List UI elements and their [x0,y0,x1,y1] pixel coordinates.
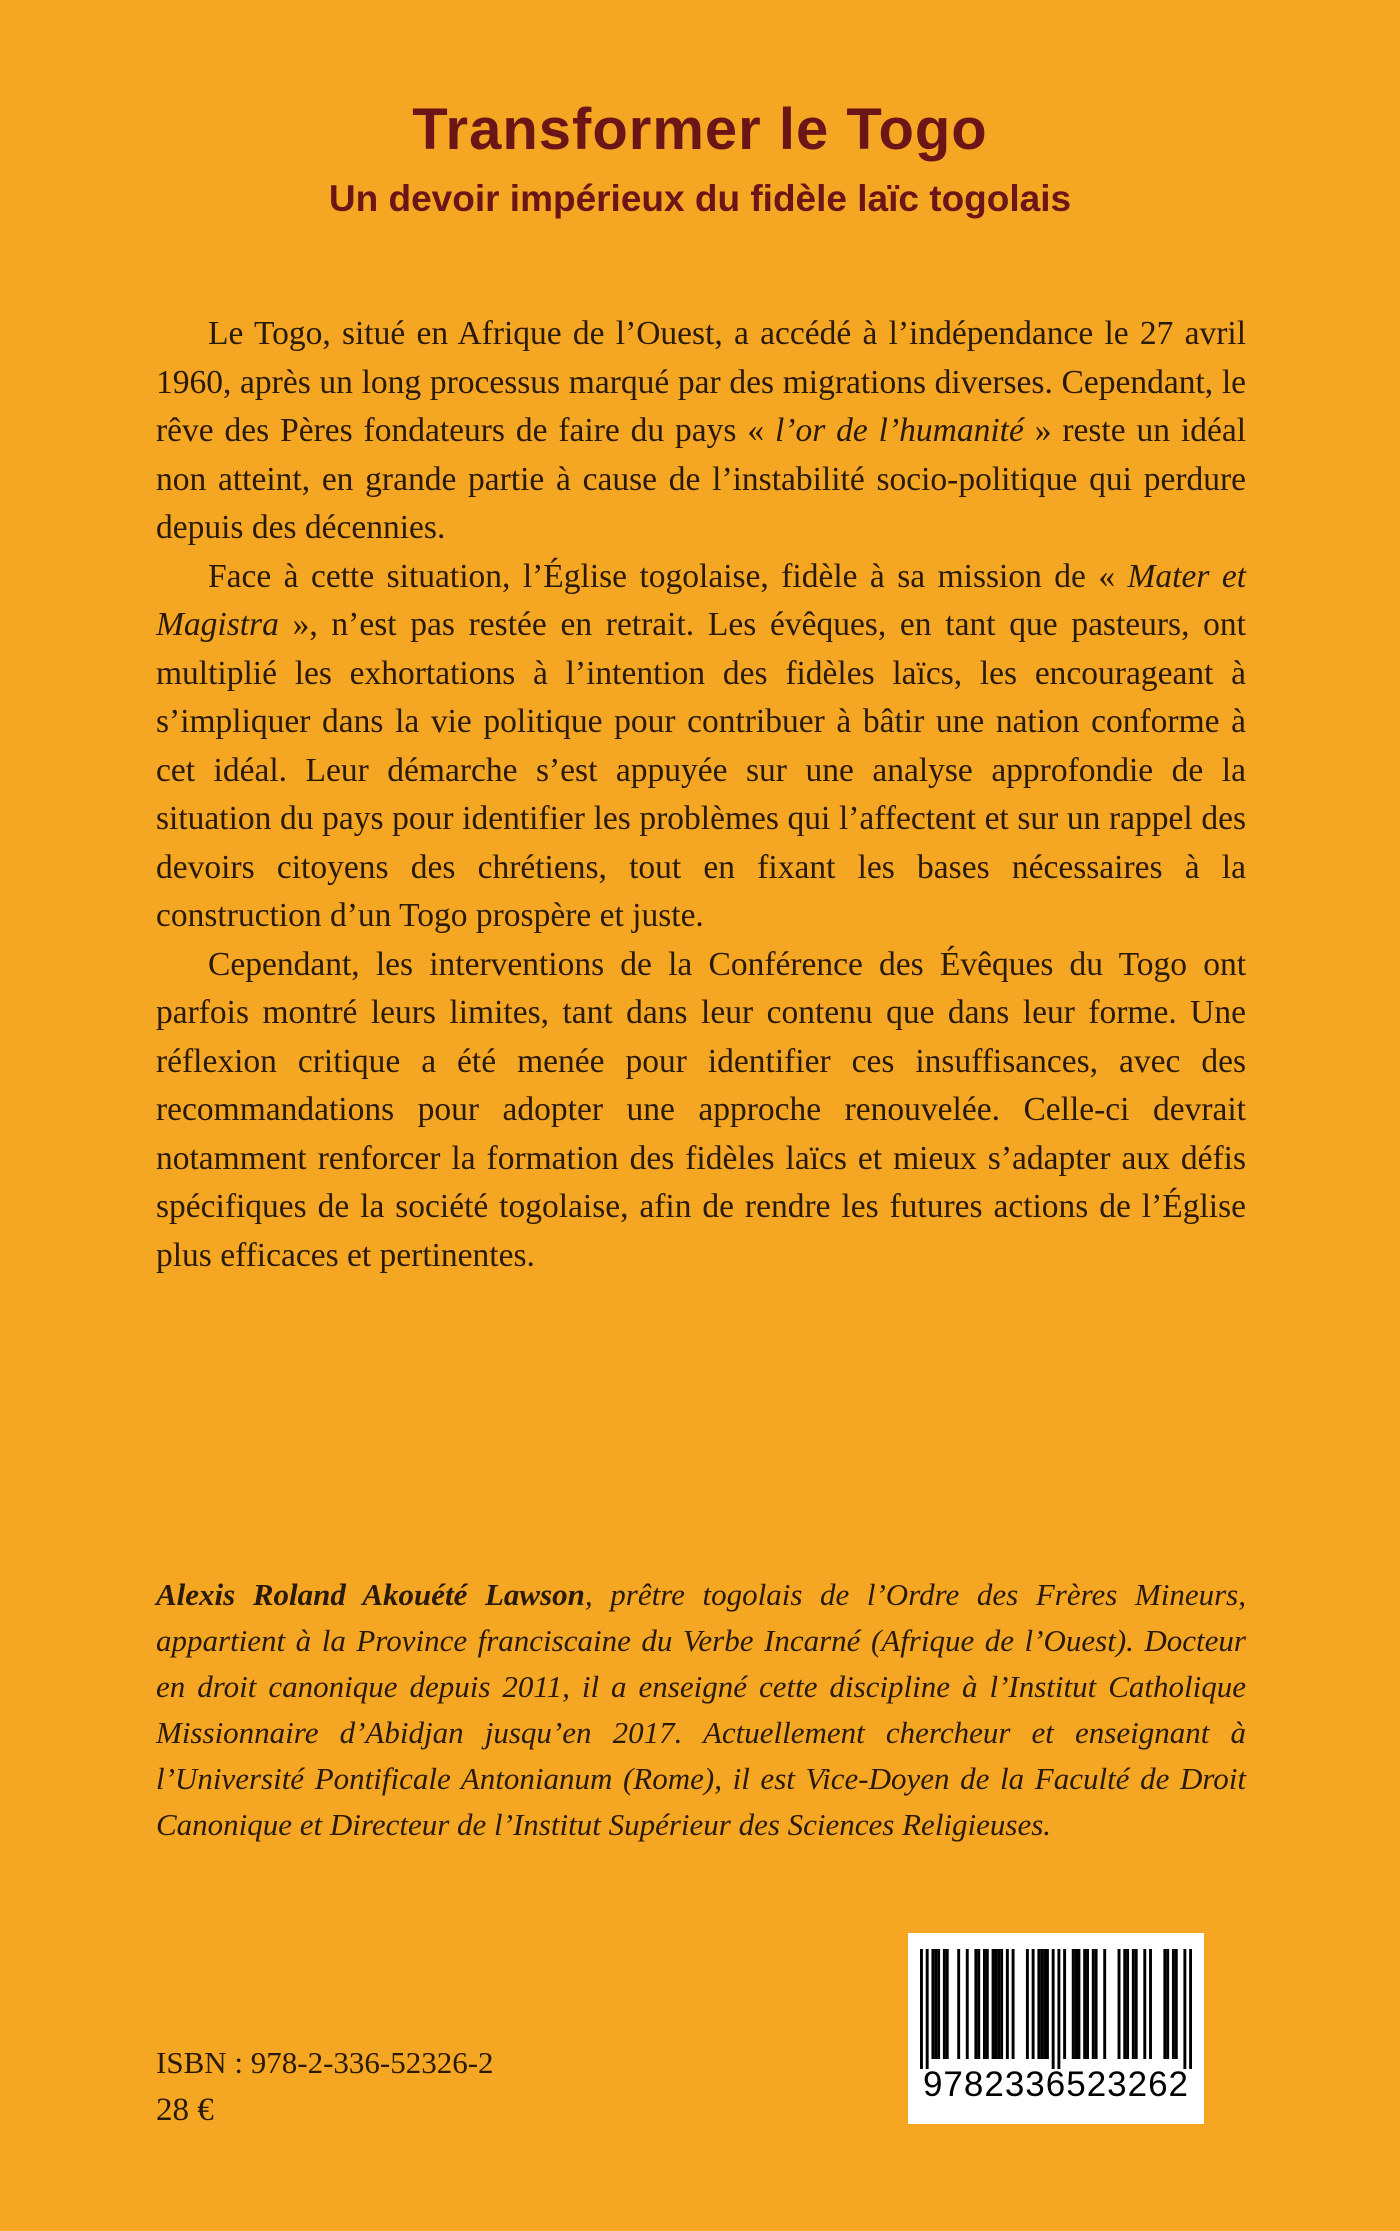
barcode-bars [920,1949,1192,2069]
barcode-number: 9782336523262 [922,2065,1190,2104]
barcode-bar [937,1949,940,2059]
barcode-bar [994,1949,997,2059]
barcode-bar [946,1949,949,2059]
barcode-bar [1063,1949,1066,2059]
barcode-bar [920,1949,923,2069]
blurb-paragraph-2: Face à cette situation, l’Église togolaise, fidèle à sa mission de « Mater et Magistra », n’est pas restée en retrait. Les évêques, en tant que pasteurs, ont multiplié les exhortations à l’intention des fidèles laïcs, les encourageant à s’impliquer dans la vie politique pour contribuer à bâtir une nation conforme à cet idéal. Leur démarche s’est appuyée sur une analyse approfondie de la situation du pays pour identifier les problèmes qui l’affectent et sur un rappel des devoirs citoyens des chrétiens, tout en fixant les bases nécessaires à la construction d’un Togo prospère et juste. [156,557,1246,934]
barcode-bar [934,1949,937,2059]
barcode-bar [1037,1949,1040,2059]
barcode [908,1933,1204,2124]
barcode-bar [926,1949,929,2069]
barcode-bar [1132,1949,1135,2059]
barcode-bar [1126,1949,1129,2059]
isbn: ISBN : 978-2-336-52326-2 [156,2045,494,2080]
barcode-bar [974,1949,977,2059]
barcode-bar [983,1949,986,2059]
barcode-bar [1012,1949,1015,2059]
barcode-bar [1077,1949,1080,2059]
barcode-bar [1163,1949,1166,2059]
blurb [156,310,1246,1280]
barcode-bar [1149,1949,1152,2059]
barcode-bar [931,1949,934,2059]
title-block [0,95,1400,225]
barcode-bar [1135,1949,1138,2059]
barcode-bar [1183,1949,1186,2069]
barcode-bar [1072,1949,1075,2059]
barcode-bar [1103,1949,1106,2059]
barcode-bar [1092,1949,1095,2059]
barcode-bar [1095,1949,1098,2059]
barcode-bar [986,1949,989,2059]
barcode-bar [1083,1949,1086,2059]
author-bio-text: , prêtre togolais de l’Ordre des Frères Mineurs, appartient à la Province franciscaine du Verbe Incarné (Afrique de l’Ouest). Docteur en droit canonique depuis 2011, il a enseigné cette discipline à l’Institut Catholique Missionnaire d’Abidjan jusqu’en 2017. Actuellement chercheur et enseignant à l’Université Pontificale Antonianum (Rome), il est Vice-Doyen de la Faculté de Droit Canonique et Directeur de l’Institut Supérieur des Sciences Religieuses. [156,1577,1246,1842]
barcode-bar [977,1949,980,2059]
barcode-bar [1175,1949,1178,2059]
barcode-bar [1040,1949,1043,2059]
barcode-bar [943,1949,946,2059]
barcode-bar [1143,1949,1146,2059]
barcode-bar [1043,1949,1046,2059]
barcode-bar [1052,1949,1055,2069]
blurb-paragraph-3: Cependant, les interventions de la Conférence des Évêques du Togo ont parfois montré leurs limites, tant dans leur contenu que dans leur forme. Une réflexion critique a été menée pour identifier ces insuffisances, avec des recommandations pour adopter une approche renouvelée. Celle-ci devrait notamment renforcer la formation des fidèles laïcs et mieux s’adapter aux défis spécifiques de la société togolaise, afin de rendre les futures actions de l’Église plus efficaces et pertinentes. [156,945,1246,1274]
blurb-paragraph-1: Le Togo, situé en Afrique de l’Ouest, a accédé à l’indépendance le 27 avril 1960, après un long processus marqué par des migrations diverses. Cependant, le rêve des Pères fondateurs de faire du pays « l’or de l’humanité » reste un idéal non atteint, en grande partie à cause de l’instabilité socio-politique qui perdure depuis des décennies. [156,315,1247,546]
barcode-bar [1189,1949,1192,2069]
author-bio [156,1572,1246,1848]
barcode-bar [1172,1949,1175,2059]
price: 28 € [156,2092,214,2128]
book-title: Transformer le Togo [412,97,988,162]
book-subtitle: Un devoir impérieux du fidèle laïc togolais [328,178,1072,219]
barcode-bar [1046,1949,1049,2059]
barcode-bar [997,1949,1000,2059]
barcode-bar [966,1949,969,2059]
barcode-bar [1006,1949,1009,2059]
barcode-bar [1166,1949,1169,2059]
barcode-bar [1123,1949,1126,2059]
barcode-bar [1075,1949,1078,2059]
barcode-bar [1118,1949,1121,2059]
barcode-bar [1000,1949,1003,2059]
barcode-bar [992,1949,995,2059]
author-name: Alexis Roland Akouété Lawson [156,1577,585,1612]
barcode-bar [1057,1949,1060,2069]
barcode-bar [1032,1949,1035,2059]
barcode-bar [1086,1949,1089,2059]
barcode-bar [1026,1949,1029,2059]
barcode-bar [957,1949,960,2059]
